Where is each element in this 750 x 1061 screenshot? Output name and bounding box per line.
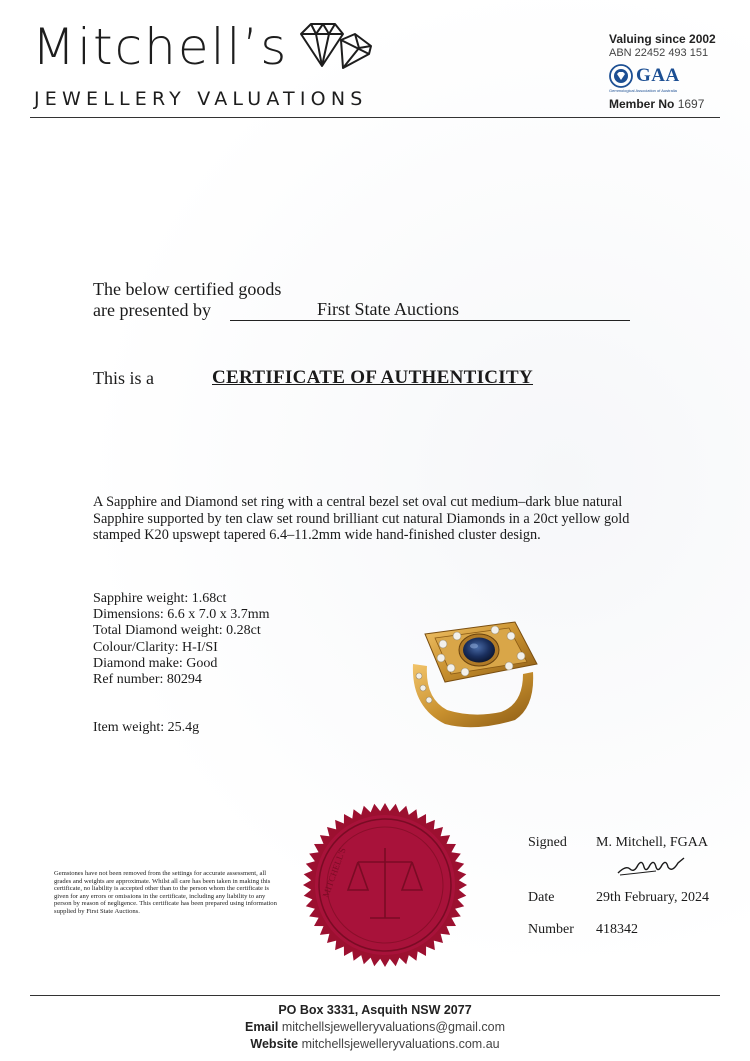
item-description: A Sapphire and Diamond set ring with a central bezel set oval cut medium–dark blue natural Sapphire supported by ten claw set round brilliant cut natural Diamonds in a 20ct yellow gold stamped K20 upswept tapered 6.4–11.2mm wide hand-finished cluster design. xyxy=(93,494,630,543)
member-number xyxy=(609,97,716,111)
presented-by-label: are presented by xyxy=(93,300,211,320)
spec-diamond-make: Diamond make: Good xyxy=(93,655,218,671)
signed-label: Signed xyxy=(528,835,567,850)
member-value: 1697 xyxy=(677,97,705,111)
ring-photo xyxy=(405,612,540,732)
gaa-text: GAA xyxy=(636,65,680,86)
seal-text: MITCHELL'S xyxy=(320,846,348,899)
item-weight: Item weight: 25.4g xyxy=(93,720,200,735)
spec-diamond-weight: Total Diamond weight: 0.28ct xyxy=(93,623,261,639)
header-credentials xyxy=(609,32,716,111)
header-divider xyxy=(30,117,720,118)
spec-colour-clarity: Colour/Clarity: H-I/SI xyxy=(93,639,218,655)
spec-dimensions: Dimensions: 6.6 x 7.0 x 3.7mm xyxy=(93,607,270,623)
wax-seal xyxy=(300,800,470,970)
spec-ref-number: Ref number: 80294 xyxy=(93,672,202,688)
number-label: Number xyxy=(528,922,574,937)
disclaimer-text: Gemstones have not been removed from the settings for accurate assessment, all grades and weights are approximate. Whilst all care has been taken in making this certificate, no liability is accepted other than to the person whom the certificate is given for any errors or omissions in the certificate, including any liability to any person by reason of negligence. This certificate has been prepared using information supplied by First State Auctions. xyxy=(54,870,277,915)
footer-address: PO Box 3331, Asquith NSW 2077 xyxy=(278,1003,472,1017)
abn-number: ABN 22452 493 151 xyxy=(609,47,709,59)
handwritten-signature xyxy=(616,855,686,877)
date-label: Date xyxy=(528,890,555,905)
presented-by-value: First State Auctions xyxy=(230,299,630,321)
gaa-logo xyxy=(609,64,716,88)
certificate-title: CERTIFICATE OF AUTHENTICITY xyxy=(212,367,533,388)
date-value: 29th February, 2024 xyxy=(596,890,710,905)
this-is-a-label: This is a xyxy=(93,368,154,388)
footer-website xyxy=(0,1037,750,1051)
gaa-full-name: Gemmological Association of Australia xyxy=(609,88,677,93)
diamond-logo-icon xyxy=(297,20,377,80)
gaa-emblem-icon xyxy=(609,64,633,88)
website-label: Website xyxy=(250,1037,299,1051)
certified-goods-line: The below certified goods xyxy=(93,279,282,299)
brand-name: Mitchell’s xyxy=(32,18,289,76)
website-value[interactable]: mitchellsjewelleryvaluations.com.au xyxy=(301,1037,500,1051)
email-label: Email xyxy=(244,1020,279,1034)
footer-email xyxy=(0,1020,750,1034)
valuing-since: Valuing since 2002 xyxy=(609,32,716,46)
item-specs xyxy=(93,591,270,688)
number-value: 418342 xyxy=(596,922,638,937)
spec-sapphire-weight: Sapphire weight: 1.68ct xyxy=(93,591,227,606)
member-label: Member No xyxy=(609,97,675,111)
signed-value: M. Mitchell, FGAA xyxy=(596,835,708,850)
footer-divider xyxy=(30,995,720,996)
brand-subtitle: JEWELLERY VALUATIONS xyxy=(34,88,368,110)
email-value[interactable]: mitchellsjewelleryvaluations@gmail.com xyxy=(281,1020,506,1034)
